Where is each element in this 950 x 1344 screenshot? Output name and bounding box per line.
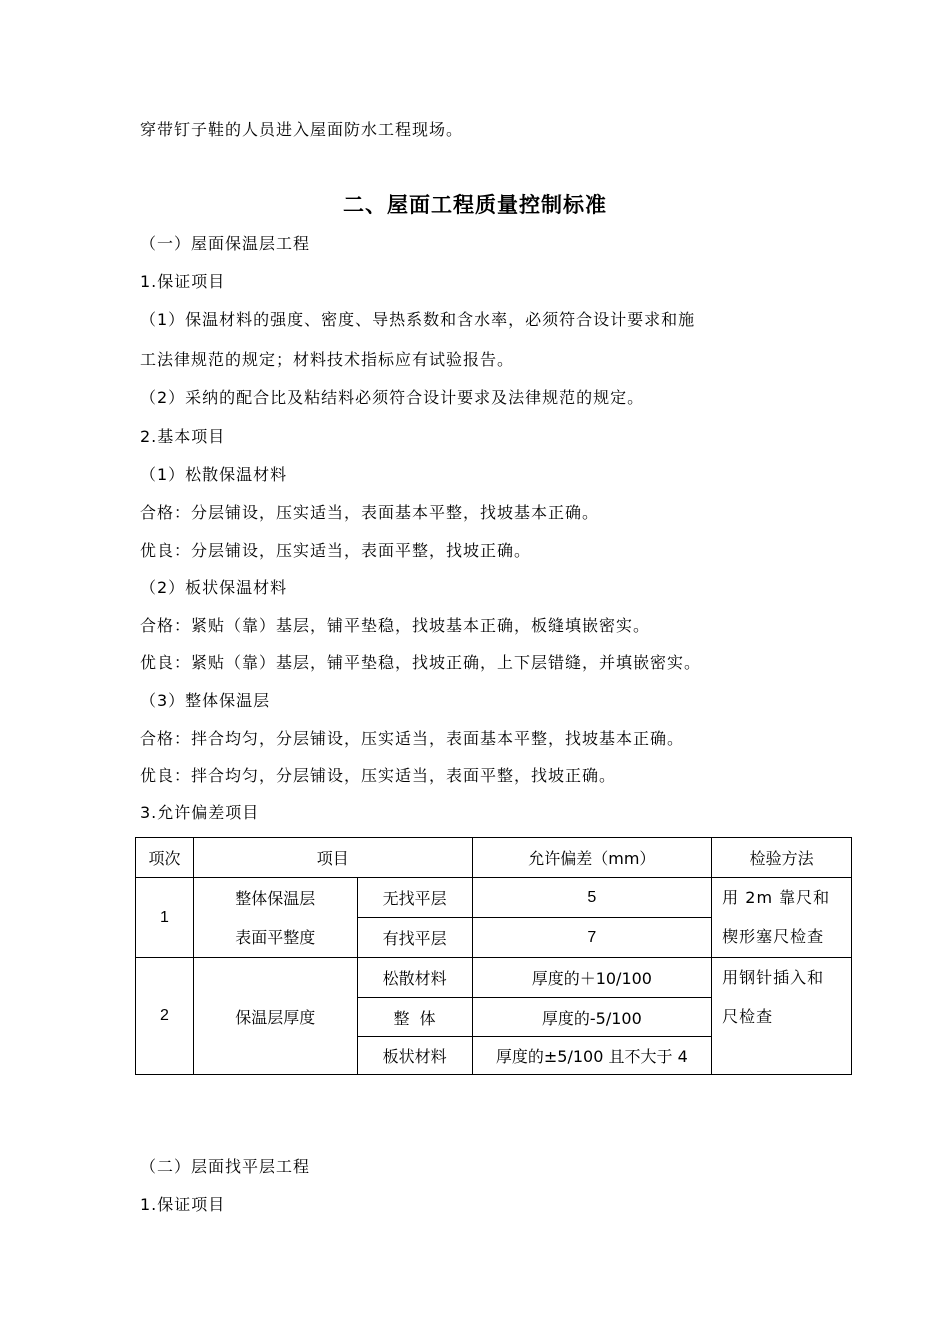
row2-val1: 厚度的＋10/100 [472,958,712,998]
row1-method-line1: 用 2m 靠尺和 [722,888,831,907]
basic-item-1-good: 优良：分层铺设，压实适当，表面平整，找坡正确。 [140,541,532,560]
header-method: 检验方法 [712,838,852,878]
part2-guarantee-heading: 1.保证项目 [140,1195,226,1214]
header-no: 项次 [136,838,194,878]
basic-item-2-good: 优良：紧贴（靠）基层，铺平垫稳，找坡正确，上下层错缝，并填嵌密实。 [140,653,702,672]
guarantee-heading: 1.保证项目 [140,272,226,291]
basic-item-2-title: （2）板状保温材料 [140,578,288,597]
basic-item-1-title: （1）松散保温材料 [140,465,288,484]
basic-item-3-pass: 合格：拌合均匀，分层铺设，压实适当，表面基本平整，找坡基本正确。 [140,729,685,748]
row1-sub2: 有找平层 [357,918,472,958]
guarantee-item-2: （2）采纳的配合比及粘结料必须符合设计要求及法律规范的规定。 [140,388,645,407]
row1-val1: 5 [472,878,712,918]
table-row [136,878,852,918]
deviation-table [135,837,852,1075]
row1-item [193,878,357,958]
basic-heading: 2.基本项目 [140,427,226,446]
row2-method [712,958,852,1075]
header-deviation: 允许偏差（mm） [472,838,712,878]
row2-sub1: 松散材料 [357,958,472,998]
basic-item-1-pass: 合格：分层铺设，压实适当，表面基本平整，找坡基本正确。 [140,503,600,522]
basic-item-3-good: 优良：拌合均匀，分层铺设，压实适当，表面平整，找坡正确。 [140,766,617,785]
row2-method-line1: 用钢针插入和 [722,968,825,987]
basic-item-3-title: （3）整体保温层 [140,691,271,710]
guarantee-item-1-line2: 工法律规范的规定；材料技术指标应有试验报告。 [140,350,515,369]
row2-no: 2 [136,958,194,1075]
guarantee-item-1-line1: （1）保温材料的强度、密度、导热系数和含水率，必须符合设计要求和施 [140,310,696,329]
row1-no: 1 [136,878,194,958]
row1-method [712,878,852,958]
row2-val3: 厚度的±5/100 且不大于 4 [472,1037,712,1075]
row1-item-line2: 表面平整度 [235,927,316,947]
table-header-row [136,838,852,878]
row2-sub3: 板状材料 [357,1037,472,1075]
table-row [136,958,852,998]
row2-val2: 厚度的-5/100 [472,998,712,1037]
part2-heading: （二）层面找平层工程 [140,1157,311,1176]
section-title: 二、屋面工程质量控制标准 [343,193,607,217]
row2-sub2: 整 体 [357,998,472,1037]
part1-heading: （一）屋面保温层工程 [140,234,311,253]
row1-item-line1: 整体保温层 [235,888,316,908]
row1-method-line2: 楔形塞尺检查 [722,927,825,946]
row2-item: 保温层厚度 [193,958,357,1075]
deviation-heading: 3.允许偏差项目 [140,803,260,822]
row2-method-line2: 尺检查 [722,1007,774,1026]
row1-sub1: 无找平层 [357,878,472,918]
header-item: 项目 [193,838,472,878]
row1-val2: 7 [472,918,712,958]
basic-item-2-pass: 合格：紧贴（靠）基层，铺平垫稳，找坡基本正确，板缝填嵌密实。 [140,616,651,635]
intro-line: 穿带钉子鞋的人员进入屋面防水工程现场。 [140,120,464,139]
